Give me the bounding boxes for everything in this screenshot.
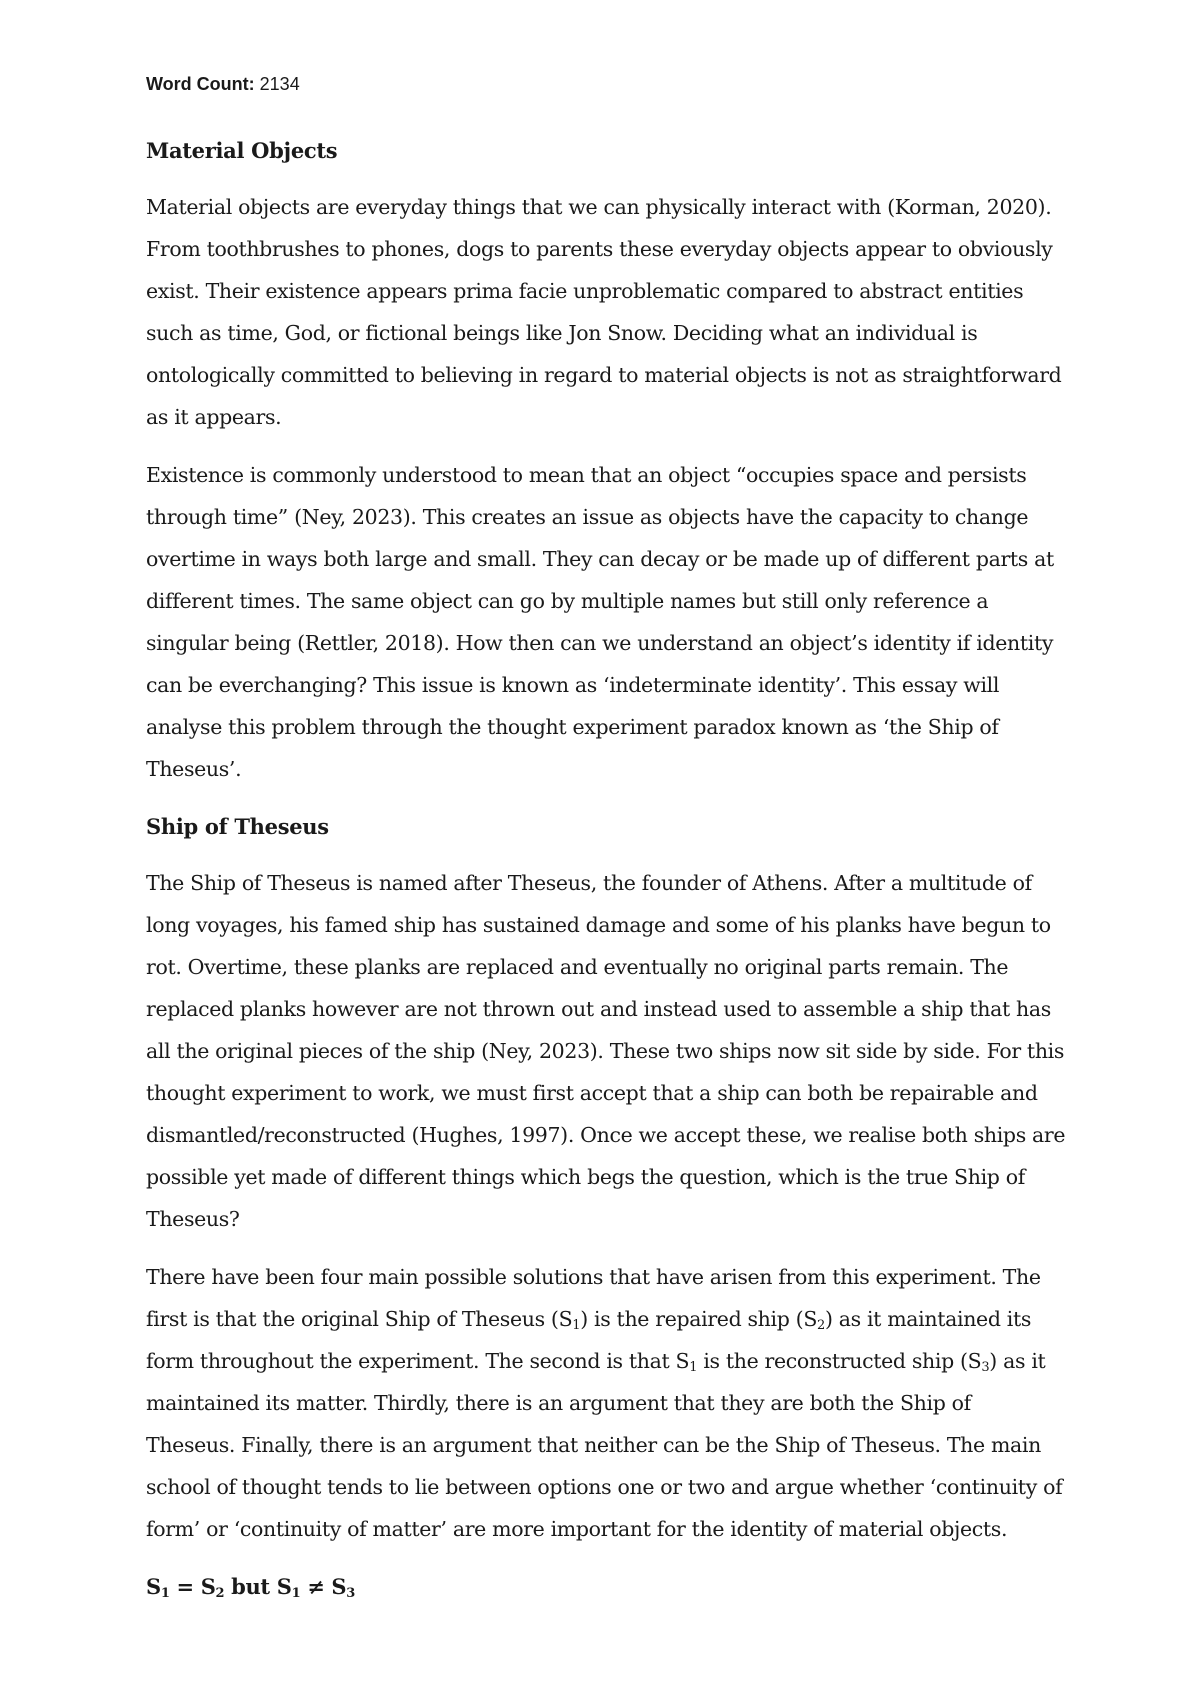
paragraph-material-objects-1: Material objects are everyday things that we can physically interact with (Korman, 2020). From toothbrushes to phones, dogs to parents these everyday objects appear to obviously exist. Their existence appears prima facie unproblematic compared to abstract entities such as time, God, or fictional beings like Jon Snow. Deciding what an individual is ontologically committed to believing in regard to material objects is not as straightforward as it appears. [146,195,1062,429]
paragraph-text: There have been four main possible solutions that have arisen from this experiment. The first is that the original Ship of Theseus (S [146,1265,1041,1331]
subscript: 3 [981,1360,990,1375]
section-heading-formula [146,1566,1066,1608]
paragraph-text: is the reconstructed ship (S [697,1349,982,1373]
formula-part: = S [169,1574,216,1599]
formula-part: S [146,1574,161,1599]
document-body [146,70,1066,1608]
subscript: 3 [346,1586,355,1601]
subscript: 2 [215,1586,225,1601]
word-count-label: Word Count: [146,74,255,94]
paragraph-material-objects-2: Existence is commonly understood to mean that an object “occupies space and persists through time” (Ney, 2023). This creates an issue as objects have the capacity to change overtime in ways both large and small. They can decay or be made up of different parts at different times. The same object can go by multiple names but still only reference a singular being (Rettler, 2018). How then can we understand an object’s identity if identity can be everchanging? This issue is known as ‘indeterminate identity’. This essay will analyse this problem through the thought experiment paradox known as ‘the Ship of Theseus’. [146,463,1054,781]
subscript: 1 [291,1586,301,1601]
subscript: 2 [817,1318,825,1333]
word-count [146,70,1066,98]
paragraph-ship-of-theseus-1: The Ship of Theseus is named after Theseus, the founder of Athens. After a multitude of long voyages, his famed ship has sustained damage and some of his planks have begun to rot. Overtime, these planks are replaced and eventually no original parts remain. The replaced planks however are not thrown out and instead used to assemble a ship that has all the original pieces of the ship (Ney, 2023). These two ships now sit side by side. For this thought experiment to work, we must first accept that a ship can both be repairable and dismantled/reconstructed (Hughes, 1997). Once we accept these, we realise both ships are possible yet made of different things which begs the question, which is the true Ship of Theseus? [146,871,1066,1231]
section-heading-material-objects: Material Objects [146,138,338,163]
paragraph-text: ) as it maintained its matter. Thirdly, there is an argument that they are both the Ship of Theseus. Finally, there is an argument that neither can be the Ship of Theseus. The main school of thought tends to lie between options one or two and argue whether ‘continuity of form’ or ‘continuity of matter’ are more important for the identity of material objects. [146,1349,1063,1541]
paragraph-text: ) as it maintained its form throughout the experiment. The second is that S [146,1307,1032,1373]
word-count-value: 2134 [259,74,300,94]
subscript: 1 [689,1360,698,1375]
formula-part: ≠ S [300,1574,347,1599]
paragraph-ship-of-theseus-2 [146,1256,1066,1550]
subscript: 1 [572,1318,581,1333]
formula-part: but S [224,1574,292,1599]
subscript: 1 [160,1586,170,1601]
section-heading-ship-of-theseus: Ship of Theseus [146,814,329,839]
paragraph-text: ) is the repaired ship (S [580,1307,818,1331]
